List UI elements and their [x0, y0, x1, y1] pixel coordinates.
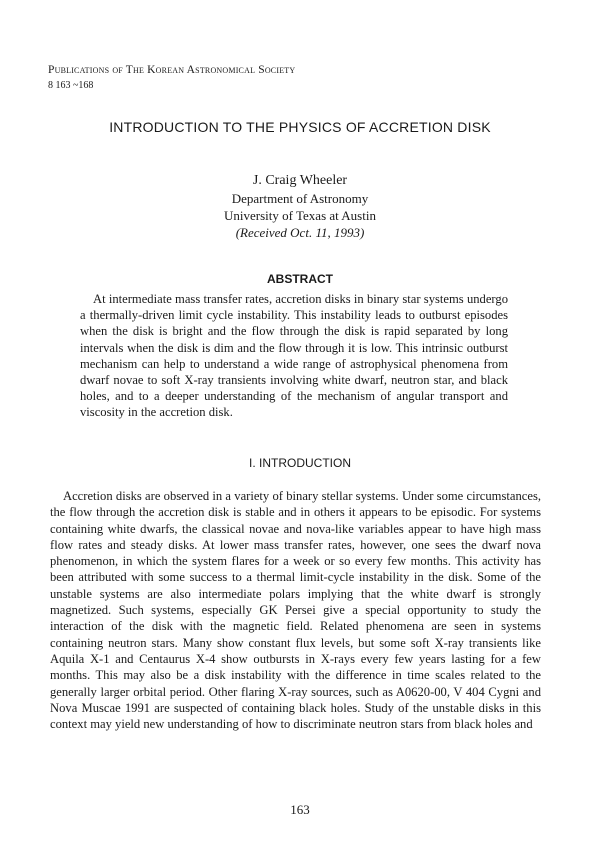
abstract-heading: ABSTRACT — [267, 272, 333, 286]
introduction-text: Accretion disks are observed in a variety of binary stellar systems. Under some circumstances, the flow through the accretion disk is stable and in others it appears to be episodic. For systems containing white dwarfs, the classical novae and nova-like variables appear to have high mass flow rates and steady disks. At lower mass transfer rates, however, one sees the dwarf nova phenomenon, in which the system flares for a week or so every few months. This activity has been attributed with some success to a thermal limit-cycle instability in the disk. Some of the unstable systems are also intermediate polars implying that the white dwarf is strongly magnetized. Such systems, especially GK Persei give a special opportunity to study the interaction of the disk with the magnetic field. Related phenomena are seen in systems containing neutron stars. Many show constant flux levels, but some soft X-ray transients like Aquila X-1 and Centaurus X-4 show outbursts in X-rays every few years lasting for a few months. This may also be a disk instability with the difference in time scales related to the generally larger orbital period. Other flaring X-ray sources, such as A0620-00, V 404 Cygni and Nova Muscae 1991 are suspected of containing black holes. Study of the unstable disks in this context may yield new understanding of how to discriminate neutron stars from black holes and — [50, 489, 541, 732]
introduction-heading: I. INTRODUCTION — [249, 456, 351, 470]
page-number: 163 — [290, 802, 310, 817]
author-department: Department of Astronomy — [231, 191, 369, 206]
received-date: (Received Oct. 11, 1993) — [235, 225, 365, 240]
journal-name: Publications of The Korean Astronomical Society — [48, 64, 296, 76]
author-university: University of Texas at Austin — [224, 208, 376, 223]
author-block — [0, 172, 600, 241]
paper-title: INTRODUCTION TO THE PHYSICS OF ACCRETION DISK — [109, 119, 491, 135]
abstract-text: At intermediate mass transfer rates, accretion disks in binary star systems undergo a thermally-driven limit cycle instability. This instability leads to outburst episodes when the disk is bright and the flow through the disk is rapid separated by long intervals when the disk is dim and the flow through it is low. This intrinsic outburst mechanism can help to understand a wide range of astrophysical phenomena from dwarf novae to soft X-ray transients involving white dwarf, neutron star, and black holes, and to a deeper understanding of the mechanism of angular transport and viscosity in the accretion disk. — [80, 292, 508, 420]
page-range: 8 163 ~168 — [48, 80, 94, 91]
author-name: J. Craig Wheeler — [252, 173, 348, 188]
